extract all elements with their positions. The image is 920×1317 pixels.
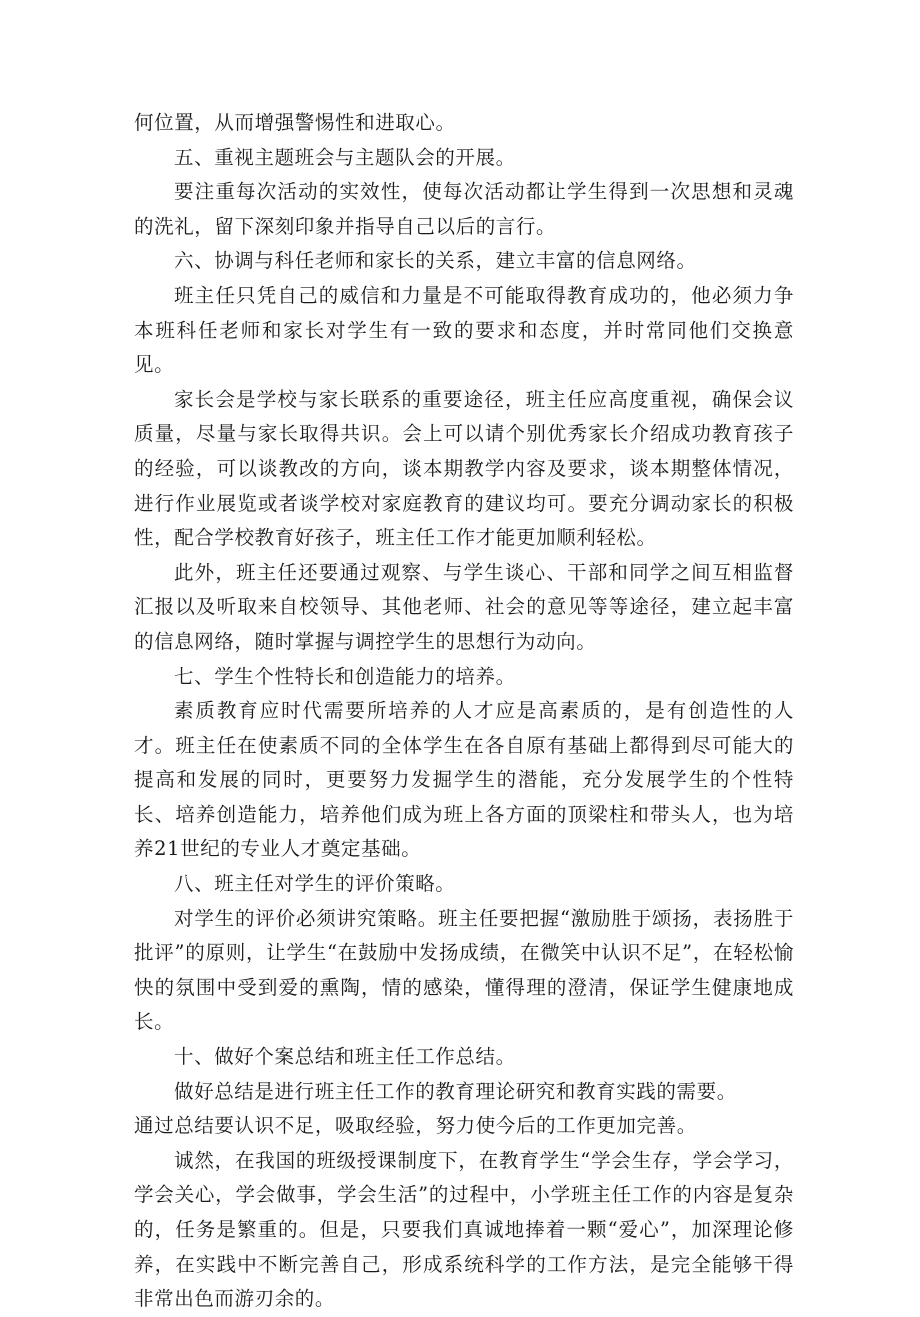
paragraph-13: 做好总结是进行班主任工作的教育理论研究和教育实践的需要。 (174, 1079, 737, 1103)
paragraph-1: 何位置，从而增强警惕性和进取心。 (134, 111, 456, 134)
document-body (134, 106, 794, 1317)
paragraph-9: 素质教育应时代需要所培养的人才应是高素质的，是有创造性的人才。班主任在使素质不同的全体学生在各自原有基础上都得到尽可能大的提高和发展的同时，更要努力发掘学生的潜能，充分发展学生的个性特长、培养创造能力，培养他们成为班上各方面的顶梁柱和带头人，也为培养21世纪的专业人才奠定基础。 (134, 699, 794, 861)
paragraph-14: 通过总结要认识不足，吸取经验，努力使今后的工作更加完善。 (134, 1114, 697, 1138)
paragraph-3: 要注重每次活动的实效性，使每次活动都让学生得到一次思想和灵魂的洗礼，留下深刻印象并指导自己以后的言行。 (134, 180, 794, 238)
paragraph-7: 此外，班主任还要通过观察、与学生谈心、干部和同学之间互相监督汇报以及听取来自校领导、其他老师、社会的意见等等途径，建立起丰富的信息网络，随时掌握与调控学生的思想行为动向。 (134, 560, 794, 653)
heading-section-7: 七、学生个性特长和创造能力的培养。 (174, 664, 516, 688)
paragraph-15: 诚然，在我国的班级授课制度下，在教育学生“学会生存，学会学习，学会关心，学会做事，学会生活”的过程中，小学班主任工作的内容是复杂的，任务是繁重的。但是，只要我们真诚地捧着一颗“爱心”，加深理论修养，在实践中不断完善自己，形成系统科学的工作方法，是完全能够干得非常出色而游刃余的。 (134, 1148, 794, 1311)
heading-section-10: 十、做好个案总结和班主任工作总结。 (174, 1045, 516, 1069)
paragraph-6: 家长会是学校与家长联系的重要途径，班主任应高度重视，确保会议质量，尽量与家长取得共识。会上可以请个别优秀家长介绍成功教育孩子的经验，可以谈教改的方向，谈本期教学内容及要求，谈本期整体情况，进行作业展览或者谈学校对家庭教育的建议均可。要充分调动家长的积极性，配合学校教育好孩子，班主任工作才能更加顺利轻松。 (134, 387, 794, 550)
heading-section-6: 六、协调与科任老师和家长的关系，建立丰富的信息网络。 (174, 249, 697, 273)
heading-section-5: 五、重视主题班会与主题队会的开展。 (174, 145, 516, 169)
heading-section-8: 八、班主任对学生的评价策略。 (174, 872, 456, 896)
paragraph-11: 对学生的评价必须讲究策略。班主任要把握“激励胜于颂扬，表扬胜于批评”的原则，让学生“在鼓励中发扬成绩，在微笑中认识不足”，在轻松愉快的氛围中受到爱的熏陶，情的感染，懂得理的澄清，保证学生健康地成长。 (134, 906, 794, 1034)
paragraph-5: 班主任只凭自己的威信和力量是不可能取得教育成功的，他必须力争本班科任老师和家长对学生有一致的要求和态度，并时常同他们交换意见。 (134, 283, 794, 377)
